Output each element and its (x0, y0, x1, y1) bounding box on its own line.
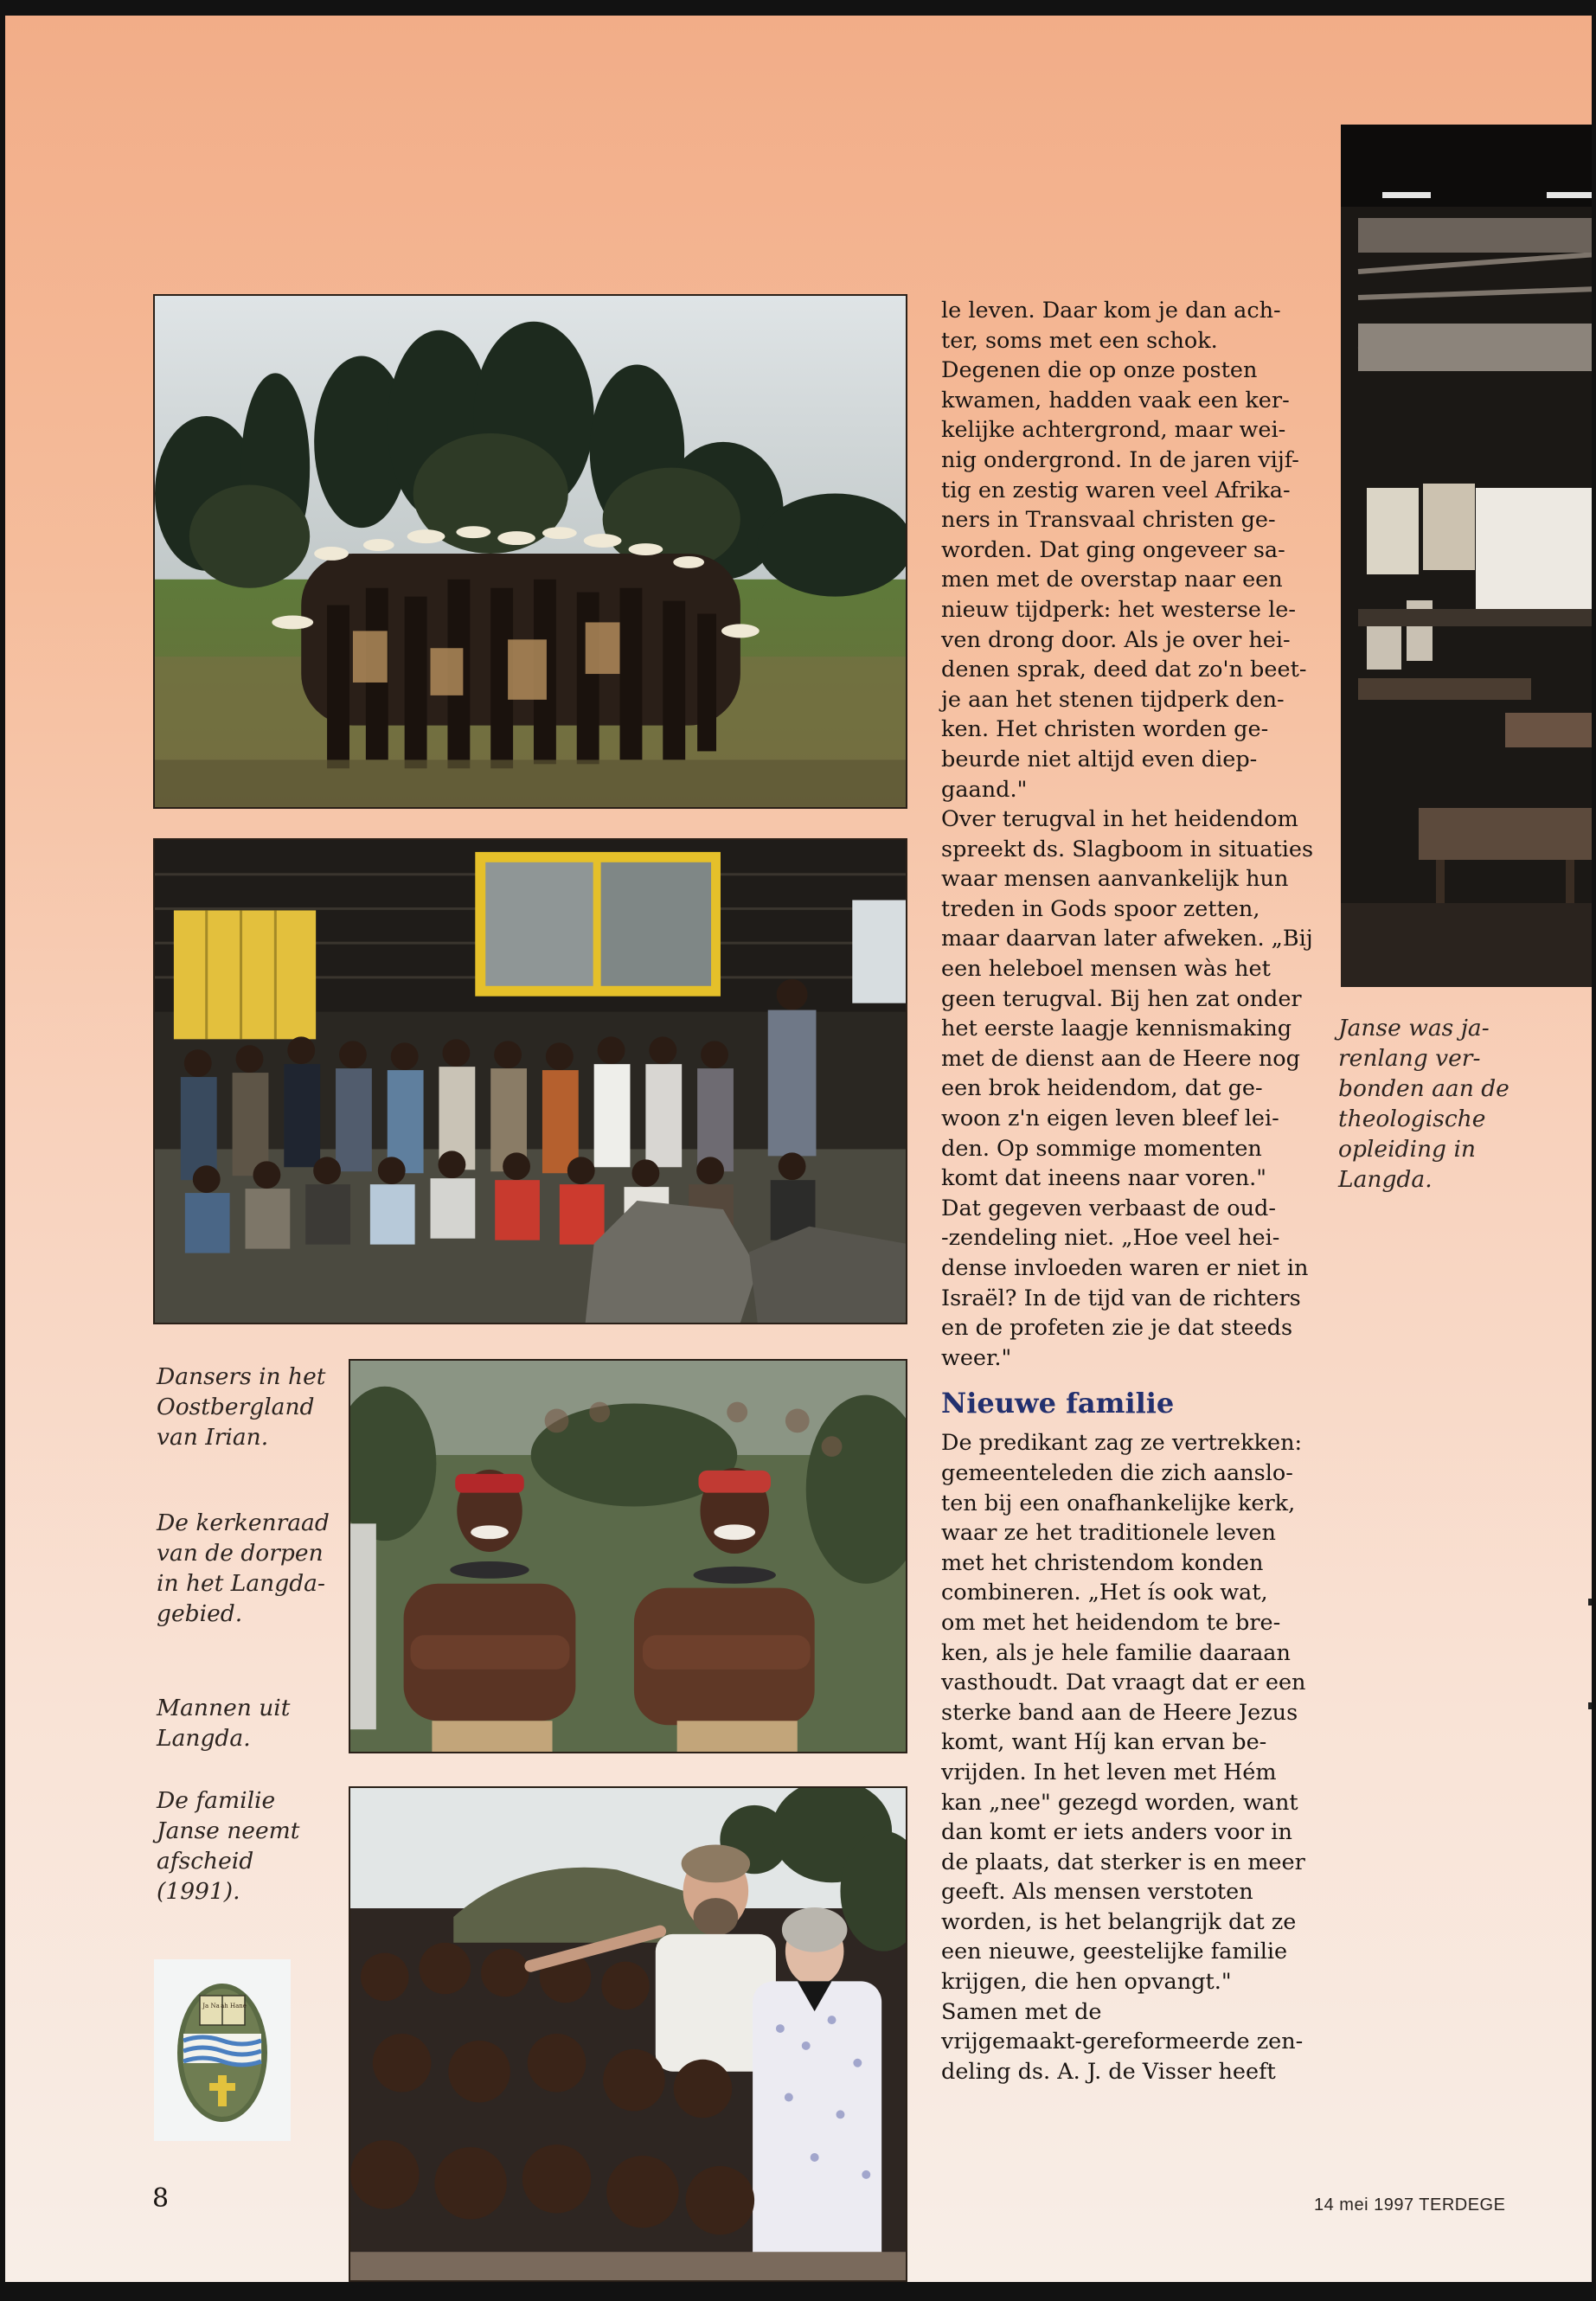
caption-line: Janse neemt (157, 1817, 300, 1844)
article-line: treden in Gods spoor zetten, (941, 895, 1260, 922)
caption-line: van Irian. (157, 1424, 269, 1451)
article-line: een nieuwe, geestelijke familie (941, 1939, 1288, 1965)
article-line: -zendeling niet. „Hoe veel hei- (941, 1225, 1280, 1252)
caption-line: Oostbergland (157, 1394, 315, 1420)
caption-line: afscheid (157, 1848, 254, 1875)
article-line: kwamen, hadden vaak een ker- (941, 387, 1290, 413)
article-line: een brok heidendom, dat ge- (941, 1075, 1263, 1102)
photo-farewell-janse-family (349, 1786, 907, 2282)
caption-line: Mannen uit (157, 1695, 291, 1721)
article-line: vrijgemaakt-gereformeerde zen- (941, 2029, 1304, 2055)
article-line: kan „nee" gezegd worden, want (941, 1789, 1298, 1816)
article-line: spreekt ds. Slagboom in situaties (941, 836, 1314, 862)
article-line: vrijden. In het leven met Hém (941, 1759, 1277, 1785)
article-line: ven drong door. Als je over hei- (941, 626, 1291, 653)
caption-line: Janse was ja- (1338, 1015, 1490, 1042)
margin-mark (1588, 1702, 1592, 1709)
article-line: Degenen die op onze posten (941, 357, 1258, 384)
article-line: waar mensen aanvankelijk hun (941, 866, 1289, 893)
caption-men-langda (157, 1693, 330, 1753)
caption-line: in het Langda- (157, 1570, 325, 1597)
caption-dancers (157, 1362, 330, 1452)
article-line: gemeenteleden die zich aanslo- (941, 1459, 1293, 1486)
section-heading: Nieuwe familie (941, 1387, 1175, 1420)
caption-line: theologische (1338, 1106, 1486, 1132)
article-line: le leven. Daar kom je dan ach- (941, 298, 1281, 324)
article-line: Israël? In de tijd van de richters (941, 1285, 1301, 1311)
article-paragraph (941, 1194, 1309, 1374)
article-line: denen sprak, deed dat zo'n beet- (941, 657, 1307, 683)
emblem-book-text: ah Hane (221, 2003, 247, 2009)
article-line: krijgen, die hen opvangt." (941, 1969, 1232, 1996)
caption-janse-theological-training (1338, 1013, 1511, 1195)
caption-farewell (157, 1785, 330, 1907)
article-line: het eerste laagje kennismaking (941, 1016, 1292, 1042)
caption-line: van de dorpen (157, 1540, 324, 1567)
article-line: geen terugval. Bij hen zat onder (941, 985, 1302, 1012)
caption-line: gebied. (157, 1600, 243, 1627)
article-line: ners in Transvaal christen ge- (941, 507, 1276, 534)
article-line: dense invloeden waren er niet in (941, 1255, 1309, 1281)
article-paragraph (941, 296, 1307, 804)
caption-line: De familie (157, 1787, 276, 1814)
caption-church-council (157, 1508, 330, 1629)
photo-men-langda (349, 1359, 907, 1753)
article-line: de plaats, dat sterker is en meer (941, 1849, 1305, 1875)
article-line: ten bij een onafhankelijke kerk, (941, 1490, 1296, 1516)
article-line: met het christendom konden (941, 1549, 1264, 1576)
article-line: ken. Het christen worden ge- (941, 716, 1269, 743)
article-line: deling ds. A. J. de Visser heeft (941, 2058, 1276, 2085)
article-line: je aan het stenen tijdperk den- (941, 686, 1285, 713)
caption-line: Langda. (1338, 1166, 1433, 1193)
article-line: dan komt er iets anders voor in (941, 1819, 1292, 1846)
page-number: 8 (152, 2183, 170, 2214)
caption-line: opleiding in (1338, 1136, 1476, 1163)
issue-footer: 14 mei 1997 TERDEGE (1314, 2195, 1506, 2214)
photo-classroom-interior (1341, 125, 1592, 987)
article-line: ken, als je hele familie daaraan (941, 1639, 1291, 1666)
article-paragraph (941, 1428, 1304, 1997)
caption-line: Dansers in het (157, 1363, 326, 1390)
article-line: De predikant zag ze vertrekken: (941, 1430, 1303, 1457)
article-line: Samen met de (941, 1998, 1102, 2025)
photo-church-council (153, 838, 907, 1324)
article-line: om met het heidendom te bre- (941, 1609, 1281, 1636)
article-line: Over terugval in het heidendom (941, 806, 1298, 833)
article-column (941, 296, 1314, 2086)
article-line: ter, soms met een schok. (941, 327, 1218, 354)
article-line: worden, is het belangrijk dat ze (941, 1908, 1297, 1935)
margin-mark (1588, 1599, 1592, 1606)
article-line: kelijke achtergrond, maar wei- (941, 417, 1286, 444)
caption-line: Langda. (157, 1725, 251, 1752)
photo-dancers (153, 294, 907, 809)
article-line: gaand." (941, 776, 1028, 803)
article-line: sterke band aan de Heere Jezus (941, 1699, 1298, 1726)
church-emblem-logo (154, 1959, 291, 2141)
article-line: waar ze het traditionele leven (941, 1520, 1276, 1547)
article-line: men met de overstap naar een (941, 567, 1283, 593)
article-line: vasthoudt. Dat vraagt dat er een (941, 1670, 1306, 1696)
article-line: tig en zestig waren veel Afrika- (941, 477, 1291, 503)
article-paragraph (941, 1997, 1304, 2087)
article-line: den. Op sommige momenten (941, 1135, 1262, 1162)
magazine-page (5, 16, 1592, 2282)
article-line: komt dat ineens naar voren." (941, 1165, 1267, 1192)
article-line: woon z'n eigen leven bleef lei- (941, 1106, 1279, 1132)
article-paragraph (941, 804, 1314, 1194)
article-line: met de dienst aan de Heere nog (941, 1045, 1300, 1072)
article-line: maar daarvan later afweken. „Bij (941, 926, 1313, 952)
article-line: worden. Dat ging ongeveer sa- (941, 536, 1285, 563)
article-line: een heleboel mensen wàs het (941, 956, 1271, 983)
article-line: geeft. Als mensen verstoten (941, 1879, 1253, 1906)
caption-line: De kerkenraad (157, 1509, 330, 1536)
article-line: combineren. „Het ís ook wat, (941, 1580, 1268, 1606)
article-line: en de profeten zie je dat steeds (941, 1315, 1293, 1342)
emblem-book-text: Ja Na (202, 2003, 220, 2009)
article-line: komt, want Híj kan ervan be- (941, 1729, 1267, 1756)
caption-line: bonden aan de (1338, 1075, 1509, 1102)
article-line: nieuw tijdperk: het westerse le- (941, 596, 1296, 623)
caption-line: renlang ver- (1338, 1045, 1481, 1072)
article-line: Dat gegeven verbaast de oud- (941, 1195, 1276, 1221)
article-line: nig ondergrond. In de jaren vijf- (941, 446, 1299, 473)
article-line: beurde niet altijd even diep- (941, 746, 1258, 772)
caption-line: (1991). (157, 1878, 240, 1905)
article-line: weer." (941, 1344, 1012, 1371)
